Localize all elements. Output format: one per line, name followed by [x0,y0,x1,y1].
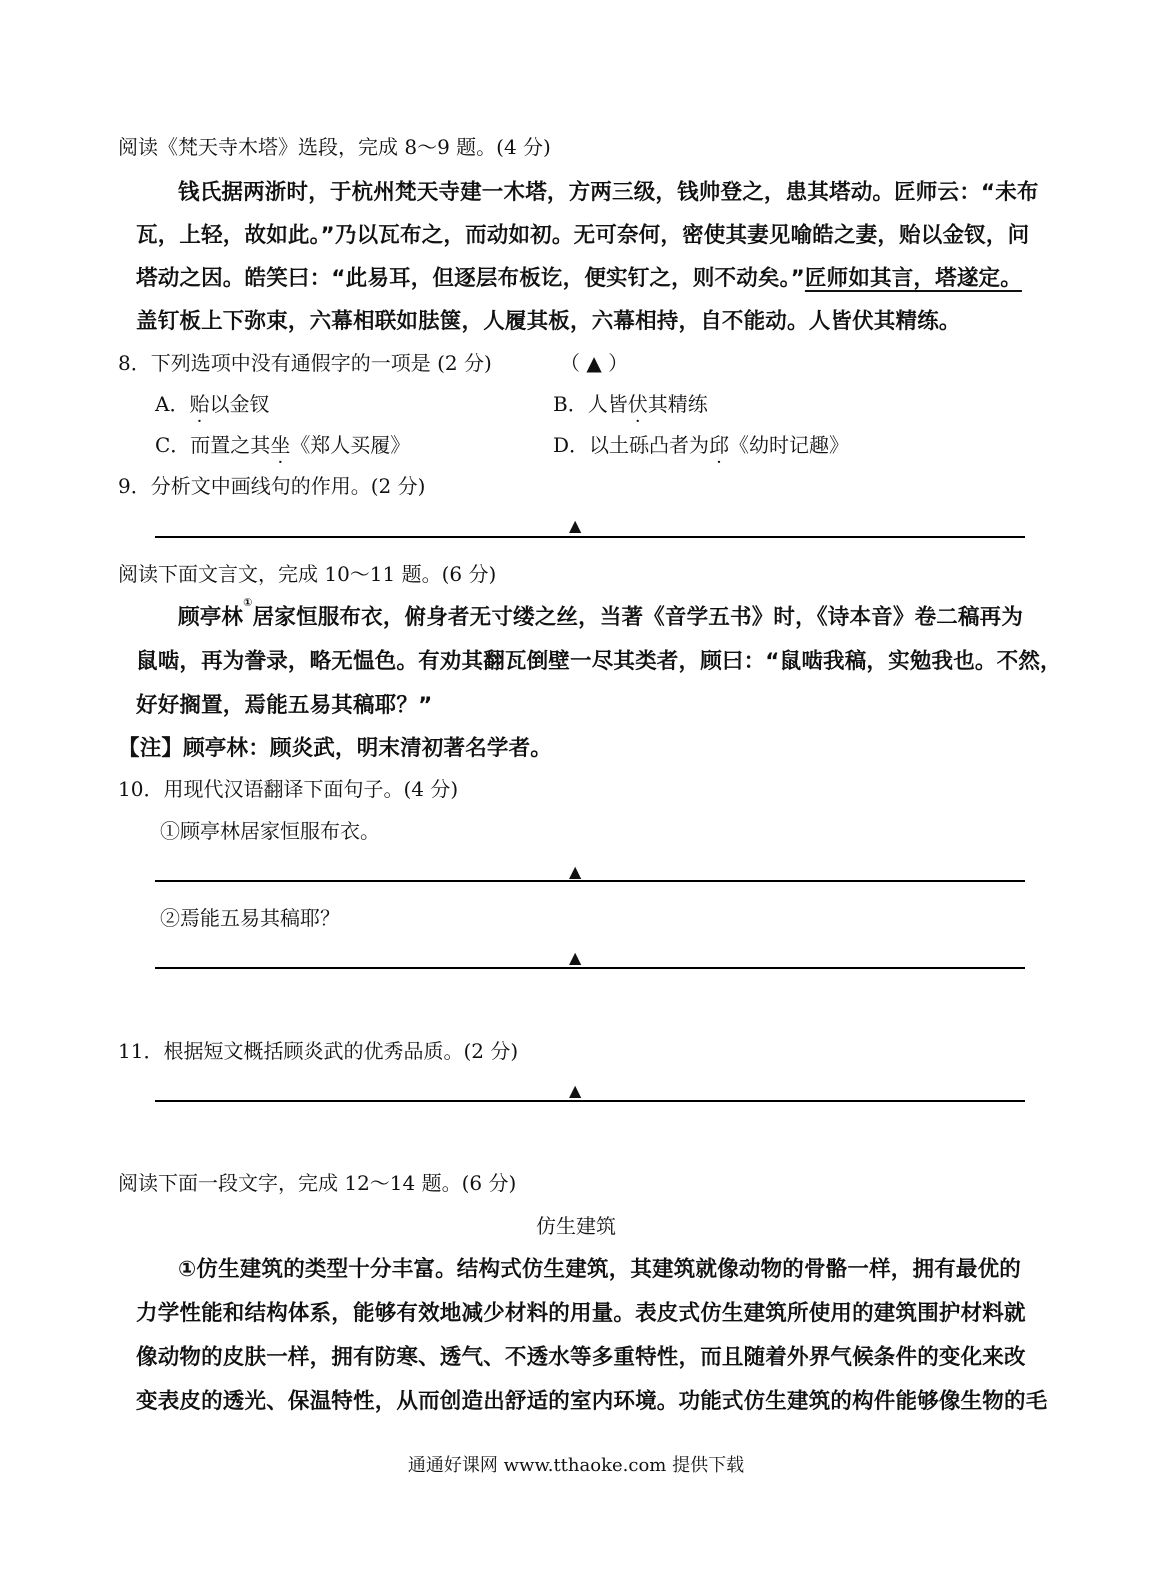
q10-answer-line-1[interactable] [155,880,1025,882]
passage2-line-1 [178,596,1024,631]
q8-stem: 8．下列选项中没有通假字的一项是 (2 分) [118,351,492,375]
passage2-note: 【注】顾亭林：顾炎武，明末清初著名学者。 [118,736,553,761]
q8-answer-slot: （ ▲ ） [560,351,629,375]
q8-option-d [553,429,849,458]
q11-stem: 11．根据短文概括顾炎武的优秀品质。(2 分) [118,1039,519,1063]
passage2-line-1-b: 居家恒服布衣，俯身者无寸缕之丝，当著《音学五书》时，《诗本音》卷二稿再为 [252,605,1024,630]
underlined-sentence: 匠师如其言，塔遂定。 [804,266,1022,291]
q8-option-a-label: A． [155,392,190,416]
passage3-title: 仿生建筑 [536,1214,616,1238]
q8-option-d-label: D．以土砾凸者为 [553,433,710,457]
q10-stem: 10．用现代汉语翻译下面句子。(4 分) [118,777,459,801]
passage2-line-2: 鼠啮，再为誊录，略无愠色。有劝其翻瓦倒壁一尽其类者，顾曰：“鼠啮我稿，实勉我也。不然， [136,649,1062,674]
q8-option-b-rest: 其精练 [647,392,708,416]
passage2-intro: 阅读下面文言文，完成 10～11 题。(6 分) [118,562,497,586]
q8-option-a [155,388,269,417]
passage2-line-1-a: 顾亭林 [178,605,244,630]
passage3-intro: 阅读下面一段文字，完成 12～14 题。(6 分) [118,1171,517,1195]
passage1-line-4: 盖钉板上下弥束，六幕相联如胠箧，人履其板，六幕相持，自不能动。人皆伏其精练。 [136,309,961,334]
q10-sentence-2: ②焉能五易其稿耶？ [160,906,340,930]
passage3-line-4: 变表皮的透光、保温特性，从而创造出舒适的室内环境。功能式仿生建筑的构件能够像生物的毛 [136,1389,1048,1414]
passage1-line-3-text: 塔动之因。皓笑曰：“此易耳，但逐层布板讫，便实钉之，则不动矣。” [136,266,805,291]
q8-option-a-dotted: 贻 [189,392,210,416]
q9-stem: 9．分析文中画线句的作用。(2 分) [118,474,426,498]
passage1-line-1: 钱氏据两浙时，于杭州梵天寺建一木塔，方两三级，钱帅登之，患其塔动。匠师云：“未布 [178,180,1039,205]
q8-option-a-rest: 以金钗 [209,392,270,416]
q8-option-c-label: C．而置之其 [155,433,271,457]
q8-option-c-dotted: 坐 [270,433,291,457]
passage2-line-3: 好好搁置，焉能五易其稿耶？” [136,693,433,718]
q8-option-c-rest: 《郑人买履》 [290,433,411,457]
passage3-line-2: 力学性能和结构体系，能够有效地减少材料的用量。表皮式仿生建筑所使用的建筑围护材料就 [136,1301,1026,1326]
q8-option-c [155,429,410,458]
q9-answer-mark: ▲ [569,516,582,535]
q10-answer-mark-1: ▲ [569,862,582,881]
passage3-line-1: ①仿生建筑的类型十分丰富。结构式仿生建筑，其建筑就像动物的骨骼一样，拥有最优的 [178,1257,1022,1282]
q8-option-b-dotted: 伏 [627,392,648,416]
q11-answer-line[interactable] [155,1100,1025,1102]
q8-option-d-rest: 《幼时记趣》 [729,433,850,457]
footnote-marker: ① [243,596,253,609]
passage1-line-2: 瓦，上轻，故如此。”乃以瓦布之，而动如初。无可奈何，密使其妻见喻皓之妻，贻以金钗，问 [136,223,1030,248]
q8-option-b-label: B．人皆 [553,392,628,416]
q9-answer-line[interactable] [155,536,1025,538]
passage3-line-3: 像动物的皮肤一样，拥有防寒、透气、不透水等多重特性，而且随着外界气候条件的变化来改 [136,1345,1026,1370]
q11-answer-mark: ▲ [569,1081,582,1100]
q8-option-b [553,388,708,417]
passage1-intro: 阅读《梵天寺木塔》选段，完成 8～9 题。(4 分) [118,135,551,159]
page-footer: 通通好课网 www.tthaoke.com 提供下载 [407,1455,745,1476]
q10-answer-mark-2: ▲ [569,948,582,967]
passage1-line-3 [136,261,1022,292]
q10-sentence-1: ①顾亭林居家恒服布衣。 [160,819,380,843]
q8-option-d-dotted: 邱 [709,433,730,457]
q10-answer-line-2[interactable] [155,967,1025,969]
